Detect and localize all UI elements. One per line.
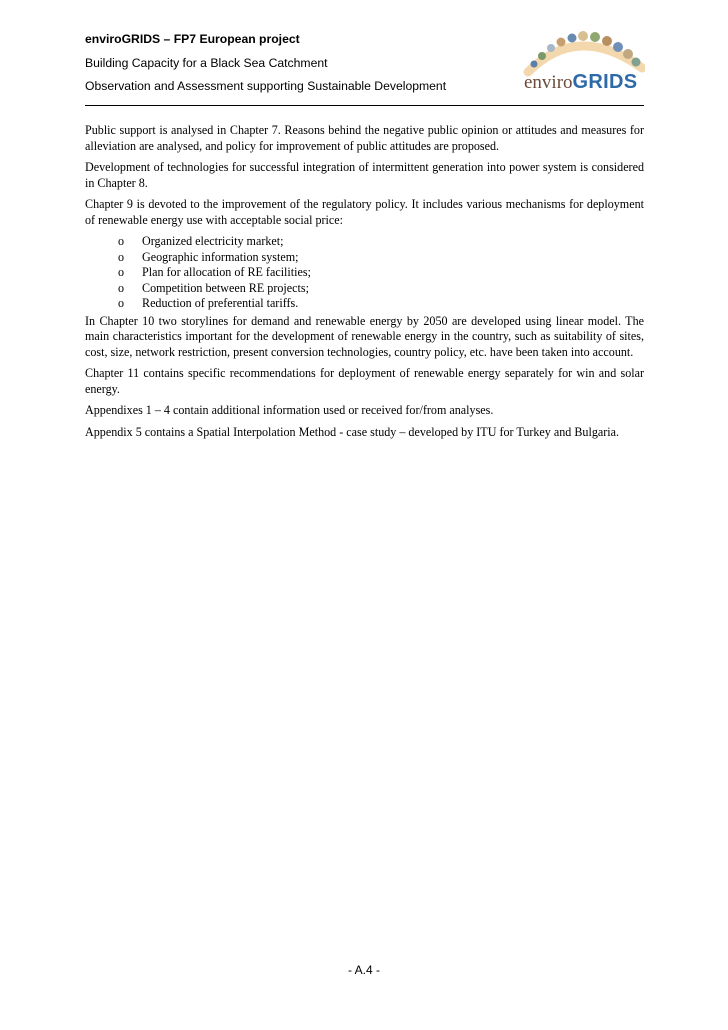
envirogrids-logo	[520, 28, 645, 102]
list-item-text: Reduction of preferential tariffs.	[142, 296, 299, 310]
header-subtitle: Building Capacity for a Black Sea Catchment	[85, 56, 328, 70]
page-number: - A.4 -	[347, 963, 380, 977]
paragraph-chapter-9: Chapter 9 is devoted to the improvement of the regulatory policy. It includes various mechanisms for deployment of renewable energy use with acceptable social price:	[85, 197, 644, 227]
paragraph-chapter-11: Chapter 11 contains specific recommendations for deployment of renewable energy separately for win and solar energy.	[85, 366, 644, 396]
list-item	[85, 265, 644, 281]
header-tagline: Observation and Assessment supporting Sustainable Development	[85, 79, 447, 93]
list-item-text: Competition between RE projects;	[142, 280, 309, 295]
list-item	[85, 296, 644, 312]
list-item-text: Plan for allocation of RE facilities;	[142, 265, 311, 279]
logo-wordmark	[524, 72, 637, 92]
logo-text-enviro: enviro	[524, 72, 573, 93]
list-item-text: Geographic information system;	[142, 249, 299, 264]
bullet-marker: o	[118, 280, 125, 295]
bullet-marker: o	[118, 249, 125, 264]
paragraph-chapter-8: Development of technologies for successful integration of intermittent generation into power system is considered in Chapter 8.	[85, 160, 644, 190]
list-item-text: Organized electricity market;	[142, 234, 284, 248]
header-divider	[85, 105, 644, 106]
list-item	[85, 281, 644, 297]
paragraph-appendix-5: Appendix 5 contains a Spatial Interpolation Method - case study – developed by ITU for Turkey and Bulgaria.	[85, 424, 620, 439]
bullet-marker: o	[118, 234, 125, 248]
paragraph-chapter-7: Public support is analysed in Chapter 7. Reasons behind the negative public opinion or attitudes and measures for alleviation are analysed, and policy for improvement of public attitudes are proposed.	[85, 123, 644, 153]
list-item	[85, 250, 644, 266]
logo-text-grids: GRIDS	[572, 71, 638, 93]
mechanisms-list	[85, 234, 644, 312]
page-body	[85, 123, 644, 446]
list-item	[85, 234, 644, 250]
bullet-marker: o	[118, 296, 125, 310]
bullet-marker: o	[118, 265, 125, 279]
header-project-title: enviroGRIDS – FP7 European project	[85, 32, 300, 46]
paragraph-appendixes: Appendixes 1 – 4 contain additional information used or received for/from analyses.	[85, 403, 494, 417]
paragraph-chapter-10: In Chapter 10 two storylines for demand and renewable energy by 2050 are developed using linear model. The main characteristics important for the development of renewable energy in the country, such as suitability of sites, cost, size, network restriction, present conversion technologies, country policy, etc. have been taken into account.	[85, 313, 644, 359]
